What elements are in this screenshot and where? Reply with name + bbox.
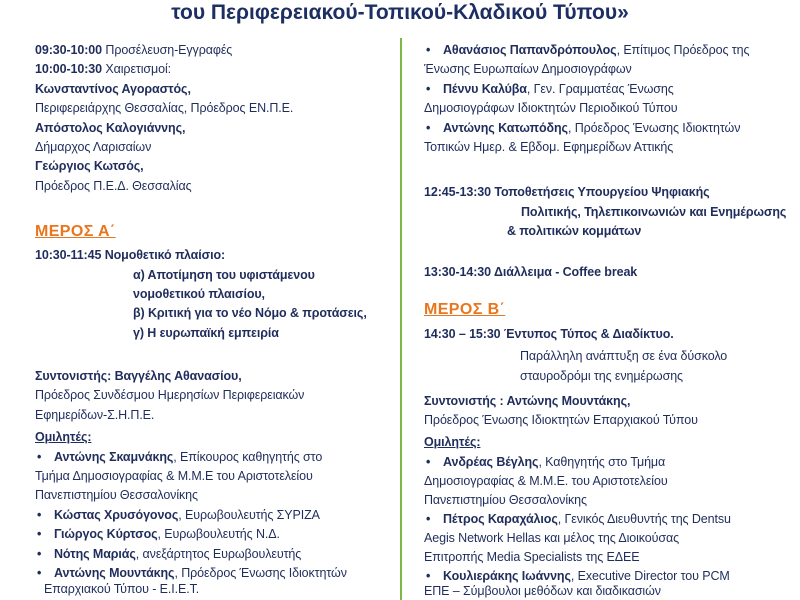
bullet-icon [35, 525, 54, 544]
session-subtitle: σταυροδρόμι της ενημέρωσης [520, 368, 683, 383]
moderator-role: Εφημερίδων-Σ.Η.Π.Ε. [35, 407, 155, 422]
arrival-label: Προσέλευση-Εγγραφές [105, 43, 233, 57]
speaker-affiliation: , Γεν. Γραμματέας Ένωσης [526, 81, 674, 96]
speaker-affiliation: , ανεξάρτητος Ευρωβουλευτής [135, 546, 302, 561]
speaker-affiliation-cont: Πανεπιστημίου Θεσσαλονίκης [424, 493, 587, 508]
speaker-name: Πέτρος Καραχάλιος [443, 511, 558, 526]
speaker-name: Αντώνης Σκαμνάκης [54, 449, 174, 464]
speaker-affiliation-cont: Δημοσιογραφίας & Μ.Μ.Ε. του Αριστοτελείου [424, 474, 668, 489]
speaker-affiliation-cont: Επαρχιακού Τύπου - Ε.Ι.Ε.Τ. [44, 582, 200, 597]
part-b-heading-text: ΜΕΡΟΣ Β΄ [424, 300, 506, 318]
ministry-title-cont: & πολιτικών κομμάτων [507, 224, 642, 239]
bullet-icon [424, 119, 443, 138]
greetings-label: Χαιρετισμοί: [105, 62, 172, 77]
topic-line: νομοθετικού πλαισίου, [133, 286, 265, 301]
speaker-affiliation-cont: Επιτροπής Media Specialists της ΕΔΕΕ [424, 549, 640, 564]
bullet-icon [35, 545, 54, 564]
ministry-title-cont: Πολιτικής, Τηλεπικοινωνιών και Ενημέρωσης [521, 204, 787, 219]
speaker-affiliation-cont: Ένωσης Ευρωπαίων Δημοσιογράφων [424, 62, 632, 77]
speaker-affiliation-cont: Πανεπιστημίου Θεσσαλονίκης [35, 488, 198, 503]
speakers-heading-text: Ομιλητές: [424, 434, 481, 449]
speaker-name: Αντώνης Κατωπόδης [443, 120, 568, 135]
speakers-heading [424, 433, 794, 452]
session-time: 14:30 – 15:30 [424, 326, 501, 341]
moderator-name: Συντονιστής: Βαγγέλης Αθανασίου, [35, 369, 242, 384]
greeter-name: Γεώργιος Κωτσός, [35, 159, 144, 174]
speaker-row [35, 525, 395, 544]
speaker-row [424, 119, 794, 138]
speaker-affiliation-cont: Δημοσιογράφων Ιδιοκτητών Περιοδικού Τύπου [424, 101, 678, 116]
speaker-name: Αθανάσιος Παπανδρόπουλος [443, 43, 617, 57]
speaker-name: Νότης Μαριάς [54, 546, 136, 561]
speaker-row [35, 545, 395, 564]
moderator-name: Συντονιστής : Αντώνης Μουντάκης, [424, 394, 631, 409]
bullet-icon [424, 510, 443, 529]
bullet-icon [35, 506, 54, 525]
arrival-time: 09:30-10:00 [35, 43, 103, 57]
part-b-session-row [424, 325, 794, 344]
break-title: Διάλλειμα - Coffee break [493, 264, 638, 279]
bullet-icon [35, 564, 54, 583]
speakers-heading [35, 428, 395, 447]
speaker-affiliation: , Πρόεδρος Ένωσης Ιδιοκτητών [174, 565, 347, 580]
speaker-row [424, 453, 794, 472]
speaker-affiliation: , Ευρωβουλευτής ΣΥΡΙΖΑ [178, 507, 320, 522]
greeter-role: Πρόεδρος Π.Ε.Δ. Θεσσαλίας [35, 178, 192, 193]
speaker-affiliation: , Επίτιμος Πρόεδρος της [616, 43, 750, 57]
break-time: 13:30-14:30 [424, 264, 492, 279]
arrival-row [35, 41, 395, 60]
bullet-icon [424, 567, 443, 586]
greetings-time: 10:00-10:30 [35, 62, 103, 77]
speaker-row [424, 567, 794, 586]
speaker-row [35, 448, 395, 467]
speaker-name: Πέννυ Καλύβα [443, 81, 527, 96]
speaker-affiliation: , Executive Director του PCM [570, 568, 730, 583]
speaker-affiliation: , Γενικός Διευθυντής της Dentsu [557, 511, 731, 526]
topic-line: γ) Η ευρωπαϊκή εμπειρία [133, 325, 279, 340]
moderator-role: Πρόεδρος Ένωσης Ιδιοκτητών Επαρχιακού Τύπου [424, 413, 698, 428]
speaker-affiliation-cont: ΕΠΕ – Σύμβουλοι μεθόδων και διαδικασιών [424, 584, 661, 599]
ministry-title: Τοποθετήσεις Υπουργείου Ψηφιακής [494, 185, 710, 200]
part-a-heading [35, 220, 395, 244]
column-divider [400, 38, 402, 600]
speaker-name: Αντώνης Μουντάκης [54, 565, 175, 580]
greeter-role: Περιφερειάρχης Θεσσαλίας, Πρόεδρος ΕΝ.Π.Ε. [35, 101, 294, 116]
speaker-affiliation-cont: Τμήμα Δημοσιογραφίας & Μ.Μ.Ε του Αριστοτελείου [35, 469, 313, 484]
break-row [424, 263, 794, 282]
greetings-row [35, 60, 395, 79]
bullet-icon [35, 448, 54, 467]
speakers-list [424, 453, 794, 598]
bullet-icon [424, 80, 443, 99]
speaker-name: Κουλιεράκης Ιωάννης [443, 568, 571, 583]
ministry-row [424, 183, 794, 202]
session-time: 10:30-11:45 [35, 248, 102, 263]
moderator-role: Πρόεδρος Συνδέσμου Ημερησίων Περιφερειακών [35, 388, 305, 403]
speaker-row [424, 41, 794, 60]
speaker-affiliation: , Ευρωβουλευτής Ν.Δ. [157, 527, 280, 542]
speaker-row [35, 506, 395, 525]
greeter-role: Δήμαρχος Λαρισαίων [35, 139, 152, 154]
session-subtitle: Παράλληλη ανάπτυξη σε ένα δύσκολο [520, 349, 728, 364]
left-column [35, 41, 395, 596]
ministry-time: 12:45-13:30 [424, 185, 492, 200]
bullet-icon [424, 41, 443, 60]
session-title: Έντυπος Τύπος & Διαδίκτυο. [503, 326, 674, 341]
speaker-affiliation-cont: Aegis Network Hellas και μέλος της Διοικούσας [424, 530, 680, 545]
speaker-affiliation: , Πρόεδρος Ένωσης Ιδιοκτητών [567, 120, 741, 135]
part-a-heading-text: ΜΕΡΟΣ Α΄ [35, 223, 116, 241]
topic-line: α) Αποτίμηση του υφιστάμενου [133, 267, 315, 282]
speaker-row [424, 80, 794, 99]
speaker-affiliation: , Επίκουρος καθηγητής στο [173, 449, 323, 464]
speaker-name: Κώστας Χρυσόγονος [54, 507, 179, 522]
greeter-name: Κωνσταντίνος Αγοραστός, [35, 81, 191, 96]
speaker-name: Ανδρέας Βέγλης [443, 455, 539, 470]
part-a-session-row [35, 246, 395, 265]
speaker-affiliation-cont: Τοπικών Ημερ. & Εβδομ. Εφημερίδων Αττικής [424, 139, 674, 154]
document-title: του Περιφερειακού-Τοπικού-Κλαδικού Τύπου» [171, 1, 629, 24]
bullet-icon [424, 453, 443, 472]
session-title: Νομοθετικό πλαίσιο: [104, 248, 226, 263]
topic-line: β) Κριτική για το νέο Νόμο & προτάσεις, [133, 306, 367, 321]
speaker-row [424, 510, 794, 529]
greeter-name: Απόστολος Καλογιάννης, [35, 120, 186, 135]
speakers-heading-text: Ομιλητές: [35, 430, 92, 445]
speaker-name: Γιώργος Κύρτσος [54, 527, 158, 542]
right-column [424, 41, 794, 598]
part-b-heading [424, 298, 794, 322]
speaker-affiliation: , Καθηγητής στο Τμήμα [538, 455, 666, 470]
speaker-row [35, 564, 395, 583]
